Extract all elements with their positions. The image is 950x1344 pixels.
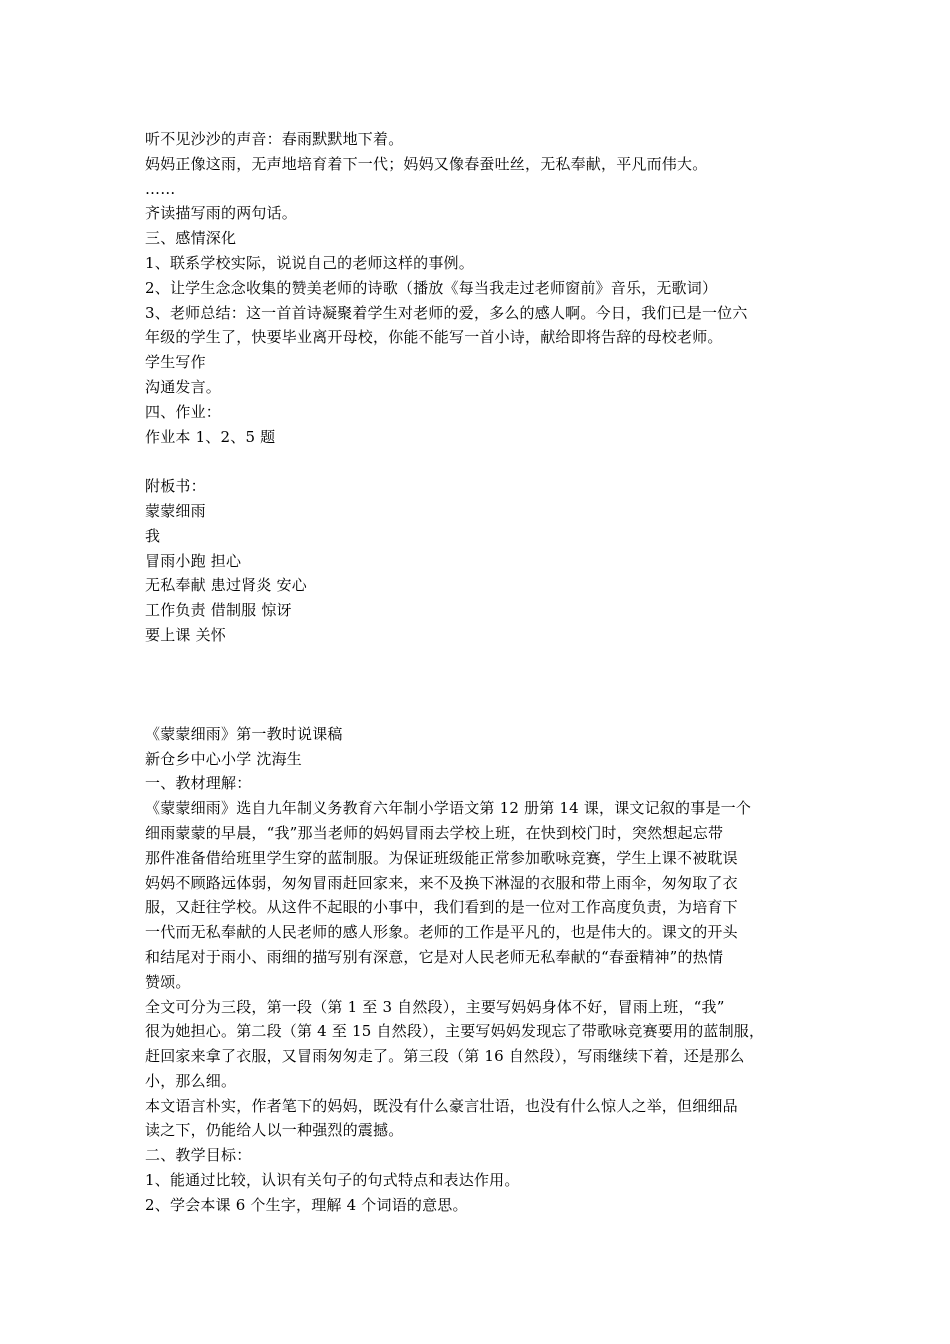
board-line: 蒙蒙细雨 bbox=[145, 501, 206, 520]
text-line: 赶回家来拿了衣服，又冒雨匆匆走了。第三段（第 16 自然段），写雨继续下着，还是那么 bbox=[145, 1047, 745, 1066]
text-line: 2、学会本课 6 个生字，理解 4 个词语的意思。 bbox=[145, 1195, 468, 1214]
text-line: 妈妈正像这雨，无声地培育着下一代；妈妈又像春蚕吐丝，无私奉献，平凡而伟大。 bbox=[145, 154, 708, 173]
document-page bbox=[145, 127, 825, 1218]
text-line: 本文语言朴实，作者笔下的妈妈，既没有什么豪言壮语，也没有什么惊人之举，但细细品 bbox=[145, 1096, 738, 1115]
board-line: 要上课 关怀 bbox=[145, 625, 226, 644]
text-line: 1、能通过比较，认识有关句子的句式特点和表达作用。 bbox=[145, 1171, 520, 1190]
board-heading: 附板书： bbox=[145, 477, 206, 496]
text-line: 2、让学生念念收集的赞美老师的诗歌（播放《每当我走过老师窗前》音乐，无歌词） bbox=[145, 278, 718, 297]
board-line: 冒雨小跑 担心 bbox=[145, 551, 242, 570]
text-line: 学生写作 bbox=[145, 353, 206, 372]
text-line: 3、老师总结：这一首首诗凝聚着学生对老师的爱，多么的感人啊。今日，我们已是一位六 bbox=[145, 303, 748, 322]
blank-space bbox=[145, 648, 825, 722]
blank-line bbox=[145, 449, 825, 474]
section-heading: 二、教学目标： bbox=[145, 1146, 252, 1165]
text-line: 作业本 1、2、5 题 bbox=[145, 427, 276, 446]
document-title: 《蒙蒙细雨》第一教时说课稿 bbox=[145, 724, 343, 743]
text-line: 齐读描写雨的两句话。 bbox=[145, 204, 298, 223]
board-line: 工作负责 借制服 惊讶 bbox=[145, 601, 292, 620]
text-line: 小，那么细。 bbox=[145, 1071, 237, 1090]
text-line: 年级的学生了，快要毕业离开母校，你能不能写一首小诗，献给即将告辞的母校老师。 bbox=[145, 328, 723, 347]
board-line: 我 bbox=[145, 526, 161, 545]
text-line: 沟通发言。 bbox=[145, 377, 222, 396]
text-line: 一代而无私奉献的人民老师的感人形象。老师的工作是平凡的，也是伟大的。课文的开头 bbox=[145, 923, 738, 942]
text-line: 赞颂。 bbox=[145, 972, 191, 991]
section-heading: 三、感情深化 bbox=[145, 229, 237, 248]
text-line: 1、联系学校实际，说说自己的老师这样的事例。 bbox=[145, 253, 474, 272]
text-line: 读之下，仍能给人以一种强烈的震撼。 bbox=[145, 1121, 404, 1140]
section-heading: 四、作业： bbox=[145, 402, 222, 421]
text-line: 全文可分为三段，第一段（第 1 至 3 自然段），主要写妈妈身体不好，冒雨上班，“我” bbox=[145, 997, 725, 1016]
author-line: 新仓乡中心小学 沈海生 bbox=[145, 749, 302, 768]
text-line: 服，又赶往学校。从这件不起眼的小事中，我们看到的是一位对工作高度负责，为培育下 bbox=[145, 898, 738, 917]
text-line: 听不见沙沙的声音：春雨默默地下着。 bbox=[145, 130, 404, 148]
text-line: 很为她担心。第二段（第 4 至 15 自然段），主要写妈妈发现忘了带歌咏竞赛要用的蓝制服， bbox=[145, 1022, 765, 1041]
text-line: …… bbox=[145, 179, 176, 198]
text-line: 妈妈不顾路远体弱，匆匆冒雨赶回家来，来不及换下淋湿的衣服和带上雨伞，匆匆取了衣 bbox=[145, 873, 738, 892]
text-line: 和结尾对于雨小、雨细的描写别有深意，它是对人民老师无私奉献的“春蚕精神”的热情 bbox=[145, 947, 724, 966]
text-line: 《蒙蒙细雨》选自九年制义务教育六年制小学语文第 12 册第 14 课，课文记叙的事是一个 bbox=[145, 799, 752, 818]
section-heading: 一、教材理解： bbox=[145, 774, 252, 793]
text-line: 那件准备借给班里学生穿的蓝制服。为保证班级能正常参加歌咏竞赛，学生上课不被耽误 bbox=[145, 848, 738, 867]
text-line: 细雨蒙蒙的早晨，“我”那当老师的妈妈冒雨去学校上班，在快到校门时，突然想起忘带 bbox=[145, 823, 724, 842]
board-line: 无私奉献 患过肾炎 安心 bbox=[145, 576, 307, 595]
